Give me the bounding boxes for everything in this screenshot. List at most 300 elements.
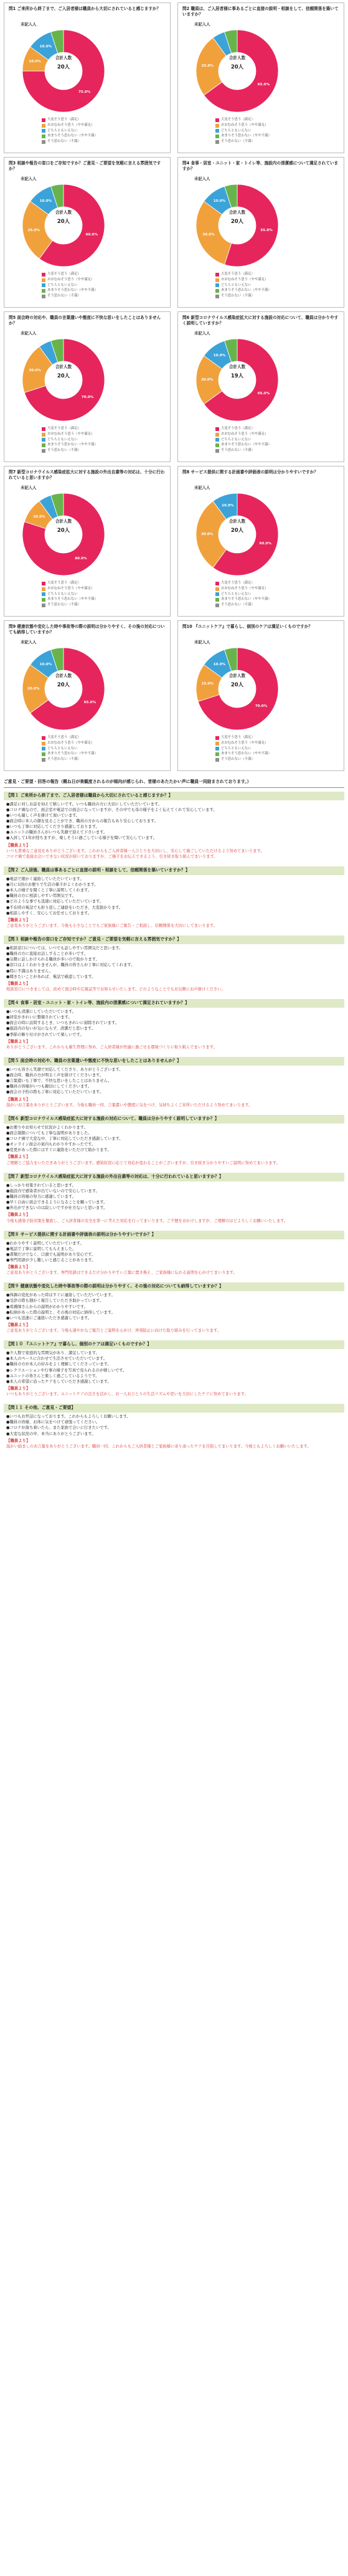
total-label: 合計人数 (228, 55, 246, 60)
staff-reply-line: いつもありがとうございます。ユニットケアの良さを活かし、お一人おひとりの生活リズムや思いを大切にしたケアに努めてまいります。 (6, 1392, 248, 1397)
legend-item (42, 288, 135, 294)
survey-card (177, 620, 344, 771)
slice-percent-label: 55.0% (260, 228, 273, 232)
total-label: 合計人数 (55, 210, 72, 215)
staff-reply-heading: 【職員より】 (6, 1096, 31, 1102)
legend-label: 大変そう思う（満足） (47, 118, 81, 122)
answer-heading: 【問５ 面会時の対応や、職員の言葉遣いや態度に不快な思いをしたことはありませんか？】 (4, 1057, 344, 1066)
survey-card (177, 157, 344, 308)
card-body (4, 638, 170, 768)
comment-line: ●面会の時に訪問するとき、いつもきれいに掃除されています。 (6, 1021, 120, 1026)
comment-line: ●いつもお世話になっております。これからもよろしくお願いします。 (6, 1414, 131, 1419)
legend-item (215, 597, 309, 603)
staff-reply-line: いつも貴重なご意見をありがとうございます。これからもご入居者様一人ひとりを大切にし、安心して過ごしていただけるよう努めてまいります。 (6, 848, 265, 853)
slice-percent-label: 15.0% (201, 682, 214, 686)
answers-section (4, 792, 344, 1449)
survey-card (4, 466, 171, 617)
legend-item (42, 134, 135, 140)
legend-label: 大変そう思う（満足） (221, 427, 255, 431)
comment-line: ●いつも迅速にご連絡いただき感謝しています。 (6, 1315, 92, 1320)
legend-item (215, 128, 309, 134)
answer-block (4, 999, 344, 1050)
answer-block (4, 1231, 344, 1276)
legend-item (215, 139, 309, 144)
legend-label: そう思わない（不満） (221, 602, 255, 607)
comment-line: ●本人の希望に沿ったケアをしていただき感謝しています。 (6, 1379, 111, 1384)
legend-label: おおむねそう思う（やや満足） (221, 432, 268, 436)
donut-center (40, 364, 87, 389)
legend-swatch (42, 295, 45, 298)
total-count: 20人 (230, 218, 244, 225)
comment-line: ●職員の方に直接お話しすることが多いです。 (6, 952, 88, 957)
legend-item (42, 741, 135, 747)
staff-reply-heading: 【職員より】 (6, 1385, 31, 1391)
legend-item (42, 602, 135, 608)
legend-item (215, 118, 309, 123)
slice-percent-label: 10.0% (39, 45, 52, 49)
answer-heading: 【問２ ご入居後、職員は事あるごとに直接の説明・相談をして、信頼関係を築いていますか？】 (4, 866, 344, 875)
donut-center (40, 673, 87, 698)
legend-swatch (215, 273, 219, 277)
legend-label: あまりそう思わない（やや不満） (47, 288, 98, 293)
donut-center (214, 673, 260, 698)
comment-line: ●ユニットの職員さんがいつも笑顔で迎えて下さいます。 (6, 830, 108, 835)
slice-percent-label: 10.0% (213, 354, 226, 358)
legend-item (42, 123, 135, 129)
slice-percent-label: 75.0% (78, 90, 91, 94)
legend-label: そう思わない（不満） (47, 139, 81, 143)
legend-label: あまりそう思わない（やや不満） (221, 597, 271, 602)
legend-swatch (42, 758, 45, 762)
legend-swatch (215, 295, 219, 298)
legend-label: あまりそう思わない（やや不満） (47, 443, 98, 447)
legend-label: あまりそう思わない（やや不満） (221, 752, 271, 756)
legend-item (42, 757, 135, 762)
chart-legend (215, 581, 309, 608)
legend-label: そう思わない（不満） (221, 757, 255, 761)
card-title: 問5 面会時の対応や、職員の言葉遣いや態度に不快な思いをしたことはありませんか？ (9, 315, 161, 326)
comment-line: ●レクリエーションや行事の様子を写真で見られるのが嬉しいです。 (6, 1368, 127, 1373)
comment-line: ●いつも皆さん笑顔で対応してくださり、ありがとうございます。 (6, 1067, 123, 1072)
comment-line: ●面会の予約の際も丁寧に対応していただいています。 (6, 1090, 104, 1095)
total-count: 20人 (230, 527, 244, 534)
donut-center (214, 210, 260, 235)
respondents-label: 未記入人 (21, 22, 37, 27)
staff-reply-heading: 【職員より】 (6, 1264, 31, 1270)
legend-swatch (215, 582, 219, 585)
slice-percent-label: 10.0% (213, 199, 226, 204)
comment-line: ●施設内で感染者が出ていないので安心しています。 (6, 1188, 100, 1193)
slice-percent-label: 20.0% (29, 369, 41, 373)
staff-reply-heading: 【職員より】 (6, 1437, 31, 1443)
respondents-label: 未記入人 (21, 640, 37, 645)
comment-line: ●大変な状況の中、本当にありがとうございます。 (6, 1431, 96, 1436)
legend-label: おおむねそう思う（やや満足） (47, 123, 95, 127)
legend-swatch (42, 443, 45, 447)
card-title: 問1 ご来所から終了まで、ご入居者様は職員から大切にされていると感じますか？ (9, 6, 161, 11)
legend-item (42, 139, 135, 144)
legend-label: あまりそう思わない（やや不満） (47, 597, 98, 602)
legend-swatch (215, 140, 219, 144)
answer-block (4, 1282, 344, 1333)
slice-percent-label: 80.0% (75, 556, 87, 561)
legend-swatch (215, 752, 219, 756)
legend-item (215, 592, 309, 597)
answer-block (4, 935, 344, 992)
comment-line: ●言葉遣いも丁寧で、不快な思いをしたことはありません。 (6, 1079, 112, 1084)
comment-line: ●コロナ禍で大変な中、丁寧に対応していただき感謝しています。 (6, 1137, 123, 1142)
comment-line: ●職員の方に相談しやすい雰囲気です。 (6, 894, 77, 899)
donut-center (40, 519, 87, 544)
survey-card (4, 311, 171, 462)
legend-item (42, 427, 135, 432)
respondents-label: 未記入人 (194, 331, 210, 336)
respondents-label: 未記入人 (194, 485, 210, 490)
survey-card (4, 157, 171, 308)
legend-swatch (215, 598, 219, 602)
comment-line: ●看護師さんからの説明がわかりやすいです。 (6, 1304, 88, 1309)
legend-swatch (42, 604, 45, 607)
legend-label: あまりそう思わない（やや不満） (221, 134, 271, 138)
legend-label: 大変そう思う（満足） (221, 736, 255, 740)
respondents-label: 未記入人 (194, 176, 210, 181)
legend-swatch (42, 427, 45, 431)
chart-legend (42, 427, 135, 453)
legend-label: おおむねそう思う（やや満足） (221, 741, 268, 745)
legend-item (215, 741, 309, 747)
slice-percent-label: 10.0% (222, 504, 234, 508)
legend-swatch (215, 278, 219, 282)
comment-line: ●ユニットの皆さんと楽しく過ごしているようです。 (6, 1373, 100, 1378)
legend-item (215, 432, 309, 438)
total-label: 合計人数 (55, 519, 72, 524)
legend-label: どちらともいえない (47, 283, 78, 287)
comment-line: ●本人のペースに合わせて生活させていただいています。 (6, 1357, 108, 1361)
legend-item (215, 123, 309, 129)
legend-item (42, 592, 135, 597)
comment-line: ●施設内の匂いが気にならず、清潔だと思います。 (6, 1026, 96, 1031)
chart-legend (215, 736, 309, 762)
staff-reply-heading: 【職員より】 (6, 917, 31, 922)
donut-center (214, 364, 260, 389)
legend-label: おおむねそう思う（やや満足） (221, 277, 268, 282)
slice-percent-label: 20.0% (201, 378, 214, 382)
answer-block (4, 1340, 344, 1397)
total-label: 合計人数 (55, 673, 72, 678)
comment-line: ●わかりやすく説明していただいています。 (6, 1241, 84, 1246)
staff-reply-line: ご意見ありがとうございます。専門用語はできるだけ分かりやすい言葉に置き換え、ご家族様に伝わる説明を心がけてまいります。 (6, 1271, 237, 1276)
legend-label: そう思わない（不満） (221, 293, 255, 298)
legend-label: そう思わない（不満） (47, 448, 81, 452)
slice-percent-label: 60.0% (259, 541, 272, 546)
legend-label: どちらともいえない (47, 746, 78, 751)
comment-line: ●相談窓口については、いつでも話しやすい雰囲気だと思います。 (6, 946, 123, 951)
legend-label: 大変そう思う（満足） (47, 581, 81, 585)
legend-item (42, 283, 135, 288)
legend-swatch (215, 135, 219, 138)
legend-item (215, 288, 309, 294)
card-title: 問10 『ユニットケア』で暮らし、個別のケアは満足いくものですか？ (182, 624, 313, 629)
legend-item (215, 581, 309, 587)
card-body (4, 21, 170, 150)
comment-line: ●いつも清潔にしていただいています。 (6, 1010, 77, 1015)
answer-heading: 【問７ 新型コロナウイルス感染症拡大に対する施設の外出自粛等の対応は、十分に行われていると思いますか？】 (4, 1173, 344, 1181)
comment-line: ●電話で丁寧に説明してもらえました。 (6, 1246, 77, 1251)
legend-swatch (42, 118, 45, 122)
slice-percent-label: 10.0% (29, 60, 41, 64)
answer-block (4, 866, 344, 929)
legend-swatch (215, 289, 219, 293)
legend-label: 大変そう思う（満足） (47, 736, 81, 740)
comment-line: ●お便りやお知らせで状況がよくわかります。 (6, 1125, 88, 1130)
legend-item (42, 752, 135, 757)
legend-item (215, 272, 309, 278)
legend-swatch (215, 283, 219, 287)
legend-label: どちらともいえない (47, 592, 78, 596)
slice-percent-label: 10.0% (39, 199, 52, 204)
legend-label: どちらともいえない (221, 437, 252, 442)
legend-swatch (42, 289, 45, 293)
legend-swatch (42, 124, 45, 128)
chart-legend (215, 272, 309, 299)
chart-legend (42, 736, 135, 762)
total-label: 合計人数 (228, 673, 246, 678)
legend-swatch (215, 427, 219, 431)
legend-swatch (215, 758, 219, 762)
total-count: 20人 (230, 64, 244, 70)
staff-reply-heading: 【職員より】 (6, 980, 31, 986)
slice-percent-label: 65.0% (257, 82, 270, 87)
legend-item (42, 293, 135, 299)
survey-card (4, 620, 171, 771)
legend-swatch (215, 604, 219, 607)
card-title: 問7 新型コロナウイルス感染症拡大に対する施設の外出自粛等の対応は、十分に行われていると思いますか？ (9, 470, 165, 480)
slice-percent-label: 10.0% (213, 663, 226, 667)
slice-percent-label: 60.0% (85, 232, 98, 237)
legend-item (215, 587, 309, 592)
respondents-label: 未記入人 (21, 331, 37, 336)
legend-item (42, 597, 135, 603)
answer-heading: 【問３ 相談や報告の窓口をご存知ですか？ご意見・ご要望を気軽に言える雰囲気ですか？】 (4, 935, 344, 944)
legend-label: そう思わない（不満） (221, 448, 255, 452)
legend-label: そう思わない（不満） (47, 757, 81, 761)
answer-heading: 【問１１ その他、ご意見・ご要望】 (4, 1404, 344, 1413)
legend-label: あまりそう思わない（やや不満） (221, 288, 271, 293)
staff-reply-line: 温かい励ましのお言葉をありがとうございます。職員一同、これからもご入居者様とご家族様に寄り添ったケアを目指してまいります。今後ともよろしくお願いいたします。 (6, 1444, 311, 1449)
comment-line: ●窓口はよくわかりませんが、職員の皆さんが丁寧に対応してくれます。 (6, 963, 135, 968)
comment-line: ●専門用語が少し難しいと感じることがあります。 (6, 1257, 96, 1262)
answer-heading: 【問８ サービス提供に関する計画書や評価表の説明は分かりやすいですか？】 (4, 1231, 344, 1239)
legend-swatch (42, 742, 45, 746)
slice-percent-label: 70.0% (255, 704, 268, 709)
comment-line: ●居室がきれいに整頓されています。 (6, 1015, 72, 1020)
donut-center (40, 55, 87, 80)
legend-label: どちらともいえない (47, 437, 78, 442)
chart-legend (42, 118, 135, 144)
comment-line: ●コロナが落ち着いたら、また家族で会いに行きたいです。 (6, 1426, 111, 1431)
legend-item (42, 736, 135, 741)
legend-item (215, 283, 309, 288)
total-count: 20人 (57, 372, 70, 379)
comment-line: ●少人数で家庭的な雰囲気があり、満足しています。 (6, 1351, 100, 1356)
legend-swatch (42, 283, 45, 287)
donut-center (40, 210, 87, 235)
slice-percent-label: 65.0% (257, 391, 270, 395)
legend-label: あまりそう思わない（やや不満） (221, 443, 271, 447)
legend-item (42, 118, 135, 123)
card-body (178, 638, 344, 768)
legend-item (215, 602, 309, 608)
donut-center (214, 55, 260, 80)
comment-line: ●本人の様子を聞くと丁寧に説明してくれます。 (6, 888, 92, 893)
legend-item (42, 128, 135, 134)
legend-swatch (215, 587, 219, 591)
chart-legend (42, 272, 135, 299)
slice-percent-label: 10.0% (39, 663, 52, 667)
comment-line: ●書類だけでなく、口頭でも説明があり安心です。 (6, 1252, 96, 1257)
legend-item (215, 736, 309, 741)
chart-legend (215, 427, 309, 453)
staff-reply-line: ご理解とご協力をいただきありがとうございます。感染状況に応じて対応が変わることがございますが、引き続き分かりやすいご説明に努めてまいります。 (6, 1160, 280, 1165)
legend-swatch (42, 747, 45, 751)
comment-line: ●聞きたいことがあれば、電話で確認しています。 (6, 974, 96, 979)
comment-line: ●入居して1年が経ちますが、楽しそうに過ごしている様子を聞いて安心しています。 (6, 836, 157, 841)
legend-label: 大変そう思う（満足） (221, 272, 255, 277)
comment-line: ●気軽に話しかけられる職員が多いので助かります。 (6, 957, 100, 962)
comment-line: ●職員の皆様、お体に気をつけて頑張ってください。 (6, 1420, 100, 1425)
comment-line: ●面会制限についても丁寧な説明がありました。 (6, 1130, 92, 1135)
total-label: 合計人数 (228, 519, 246, 524)
legend-label: どちらともいえない (47, 128, 78, 133)
comment-line: ●職員の皆様の努力に感謝しています。 (6, 1194, 77, 1199)
legend-swatch (215, 438, 219, 442)
card-body (178, 329, 344, 459)
legend-label: おおむねそう思う（やや満足） (221, 123, 268, 127)
comment-line: ●面会時に本人の顔を見ることができ、職員の方からの報告もあり安心しております。 (6, 819, 159, 824)
legend-swatch (42, 135, 45, 138)
legend-label: 大変そう思う（満足） (47, 272, 81, 277)
legend-swatch (215, 433, 219, 437)
comment-line: ●不在時の電話でも折り返しご連絡をいただき、大変助かります。 (6, 905, 123, 910)
slice-percent-label: 70.0% (81, 395, 94, 400)
total-count: 20人 (57, 527, 70, 534)
respondents-label: 未記入人 (21, 485, 37, 490)
answer-heading: 【問１０ 『ユニットケア』で暮らし、個別のケアは満足いくものですか？】 (4, 1340, 344, 1349)
answer-heading: 【問１ ご来所から終了まで、ご入居者様は職員から大切にされていると感じますか？】 (4, 792, 344, 800)
legend-swatch (215, 736, 219, 740)
card-body (4, 329, 170, 459)
survey-chart-grid (4, 2, 344, 771)
total-count: 20人 (57, 681, 70, 688)
legend-label: 大変そう思う（満足） (47, 427, 81, 431)
answer-heading: 【問６ 新型コロナウイルス感染症拡大に対する施設の対応について、職員は分かりやすく説明していますか？】 (4, 1115, 344, 1124)
card-title: 問6 新型コロナウイルス感染症拡大に対する施設の対応について、職員は分かりやすく説明していますか？ (182, 315, 339, 326)
legend-item (42, 443, 135, 448)
comment-line: ●早く自由に面会できるようになることを願っています。 (6, 1200, 108, 1205)
legend-item (42, 278, 135, 283)
total-label: 合計人数 (228, 364, 246, 369)
comment-line: ●いつも丁寧に対応してくださり感謝しております。 (6, 825, 100, 830)
staff-reply-line: コロナ禍で直接お会いできない状況が続いておりますが、ご様子をお伝えできるよう、引き続き取り組んでまいります。 (6, 854, 218, 859)
legend-swatch (42, 587, 45, 591)
staff-reply-line: ありがとうございます。これからも衛生管理に努め、ご入居者様が快適に過ごせる環境づくりに取り組んでまいります。 (6, 1044, 217, 1049)
comment-line: ●月に1回のお便りで生活の様子がよくわかります。 (6, 883, 98, 888)
legend-label: あまりそう思わない（やや不満） (47, 134, 98, 138)
legend-label: 大変そう思う（満足） (221, 118, 255, 122)
answer-block (4, 792, 344, 859)
staff-reply-heading: 【職員より】 (6, 1212, 31, 1218)
comment-line: ●転倒があった際の説明と、その後の対応に納得しています。 (6, 1310, 115, 1315)
legend-swatch (215, 124, 219, 128)
slice-percent-label: 65.0% (83, 700, 96, 704)
legend-item (215, 293, 309, 299)
total-count: 20人 (230, 681, 244, 688)
legend-label: おおむねそう思う（やや満足） (47, 432, 95, 436)
legend-label: どちらともいえない (221, 746, 252, 751)
comment-line: ●受診の際も細かく報告していただき助かっています。 (6, 1299, 104, 1304)
comment-line: ●いつも優しく声を掛けて頂いています。 (6, 813, 80, 818)
legend-swatch (215, 742, 219, 746)
legend-item (42, 581, 135, 587)
comment-line: ●職員の方が本人の好みをよく理解してくださっています。 (6, 1362, 111, 1367)
legend-item (42, 448, 135, 453)
slice-percent-label: 25.0% (27, 228, 40, 232)
card-body (4, 484, 170, 613)
card-title: 問4 食事・居室・ユニット・家・トイレ等、施設内の清潔感について満足されていますか？ (182, 161, 339, 171)
legend-item (42, 587, 135, 592)
staff-reply-heading: 【職員より】 (6, 842, 31, 848)
chart-legend (215, 118, 309, 144)
card-title: 問8 サービス提供に関する計画書や評価表の説明は分かりやすいですか？ (182, 470, 318, 475)
legend-swatch (42, 140, 45, 144)
staff-reply-heading: 【職員より】 (6, 1322, 31, 1327)
comment-line: ●面会時、職員の方が明るく声を掛けてくださいます。 (6, 1073, 104, 1078)
legend-swatch (42, 736, 45, 740)
legend-label: おおむねそう思う（やや満足） (47, 586, 95, 590)
total-label: 合計人数 (55, 55, 72, 60)
legend-item (42, 746, 135, 752)
slice-percent-label: 25.0% (201, 64, 214, 69)
legend-item (42, 432, 135, 438)
card-title: 問9 健康状態や変化した時や事故等の際の説明は分かりやすく、その後の対応についても納得していますか？ (9, 624, 165, 635)
legend-swatch (215, 118, 219, 122)
legend-item (42, 272, 135, 278)
staff-reply-heading: 【職員より】 (6, 1154, 31, 1160)
staff-reply-line: ご意見ありがとうございます。今後も速やかなご報告とご説明を心がけ、再発防止に向けた取り組みを行ってまいります。 (6, 1328, 222, 1333)
legend-item (215, 437, 309, 443)
legend-swatch (42, 752, 45, 756)
section-title: ご意見・ご要望・回答の報告（概ね日が楽観度されるのが傾向が感じられ、皆様のあたたかい声に職員一同励まされております。） (4, 777, 344, 788)
staff-reply-heading: 【職員より】 (6, 1038, 31, 1044)
chart-legend (42, 581, 135, 608)
legend-label: そう思わない（不満） (221, 139, 255, 143)
legend-label: おおむねそう思う（やや満足） (47, 277, 95, 282)
staff-reply-line: 相談窓口につきましては、改めて面会時や広報誌等でお知らせいたします。どのようなことでもお気軽にお声掛けください。 (6, 987, 225, 992)
legend-swatch (215, 449, 219, 453)
legend-swatch (42, 273, 45, 277)
card-body (178, 21, 344, 150)
legend-item (215, 427, 309, 432)
legend-label: どちらともいえない (221, 592, 252, 596)
slice-percent-label: 10.0% (33, 514, 45, 519)
respondents-label: 未記入人 (194, 22, 210, 27)
total-count: 20人 (57, 64, 70, 70)
legend-swatch (42, 592, 45, 596)
legend-swatch (215, 747, 219, 751)
legend-label: そう思わない（不満） (47, 602, 81, 607)
legend-swatch (215, 592, 219, 596)
card-body (4, 175, 170, 305)
